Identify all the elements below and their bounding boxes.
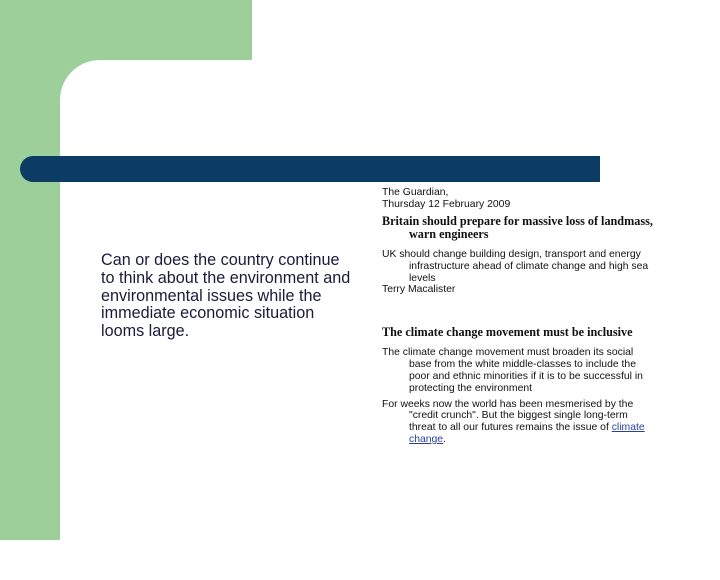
green-sidebar-strip [0, 0, 60, 540]
article2-body [382, 399, 656, 446]
discussion-question: Can or does the country continue to think about the environment and environmental issues while the immediate economic situation looms large. [101, 251, 351, 341]
source-date: Thursday 12 February 2009 [382, 198, 511, 210]
article1-headline: Britain should prepare for massive loss of landmass, warn engineers [382, 213, 653, 241]
article1-summary: UK should change building design, transport and energy infrastructure ahead of climate change and high sea levels [382, 249, 649, 284]
article2-headline: The climate change movement must be inclusive [382, 325, 633, 340]
article2-summary: The climate change movement must broaden its social base from the white middle-classes to include the poor and ethnic minorities if it is to be successful in protecting the environment [382, 347, 643, 394]
source-publication: The Guardian, [382, 187, 449, 198]
article-column [382, 187, 656, 446]
climate-change-link[interactable]: climate change [409, 422, 645, 445]
article1-author: Terry Macalister [382, 284, 456, 296]
article2-body-suffix: . [443, 433, 446, 445]
article2-body-prefix: For weeks now the world has been mesmerised by the "credit crunch". But the biggest single long-term threat to all our futures remains the issue of [382, 398, 634, 434]
title-bar [20, 156, 600, 182]
